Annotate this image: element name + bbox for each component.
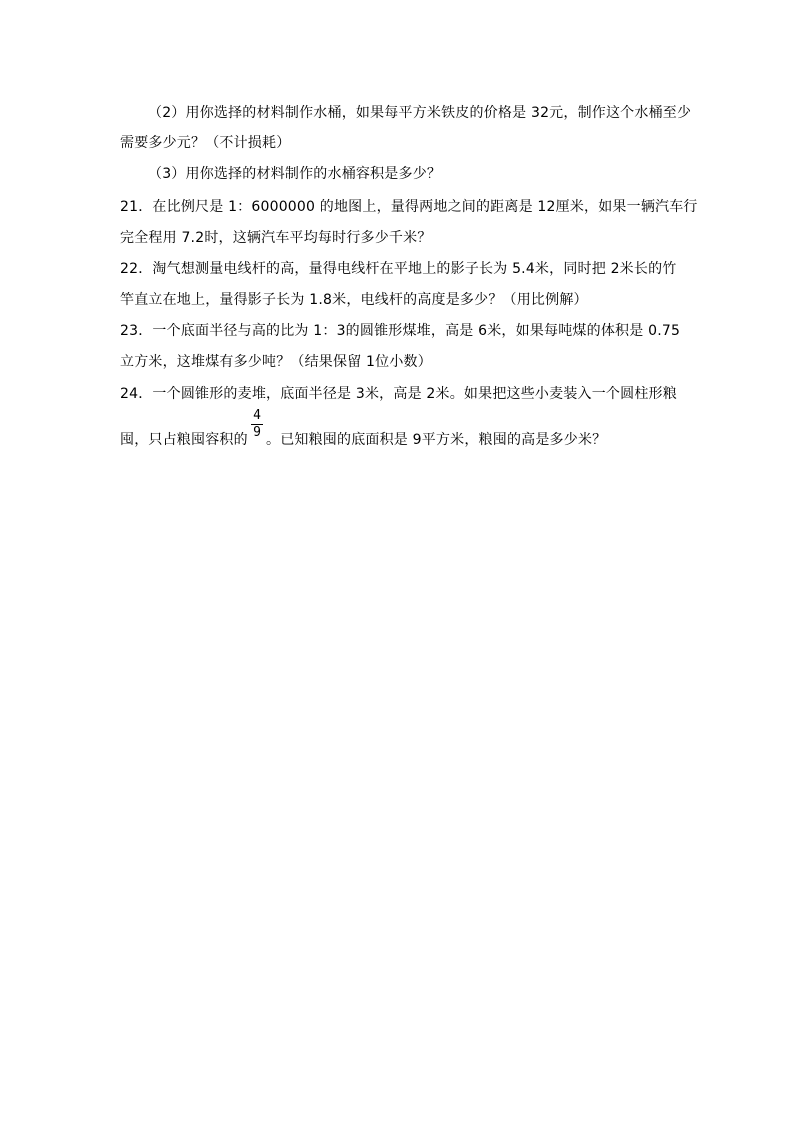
fraction-denominator: 9 [253, 425, 261, 440]
problem-22-line-1: 22．淘气想测量电线杆的高，量得电线杆在平地上的影子长为 5.4米，同时把 2米长的竹 [120, 261, 677, 277]
problem-24-line-1: 24．一个圆锥形的麦堆，底面半径是 3米，高是 2米。如果把这些小麦装入一个圆柱形粮 [120, 386, 677, 402]
problem-22-line-2: 竿直立在地上，量得影子长为 1.8米，电线杆的高度是多少？（用比例解） [120, 292, 588, 308]
problem-21-line-1: 21．在比例尺是 1：6000000 的地图上，量得两地之间的距离是 12厘米，如果一辆汽车行 [120, 199, 698, 215]
problem-20-part-2-line-1: （2）用你选择的材料制作水桶，如果每平方米铁皮的价格是 32元，制作这个水桶至少 [148, 105, 692, 121]
fraction-numerator: 4 [253, 408, 261, 423]
problem-20-part-3: （3）用你选择的材料制作的水桶容积是多少？ [148, 166, 442, 182]
problem-20-part-2-line-2: 需要多少元？（不计损耗） [120, 135, 291, 151]
problem-23-line-1: 23．一个底面半径与高的比为 1：3的圆锥形煤堆，高是 6米，如果每吨煤的体积是 0.75 [120, 323, 681, 339]
problem-23-line-2: 立方米，这堆煤有多少吨？（结果保留 1位小数） [120, 354, 432, 370]
problem-24-line-2-before: 囤，只占粮囤容积的 [120, 432, 248, 448]
fraction-four-ninths [250, 409, 264, 440]
problem-21-line-2: 完全程用 7.2时，这辆汽车平均每时行多少千米？ [120, 230, 432, 246]
problem-24-line-2-after: 。已知粮囤的底面积是 9平方米，粮囤的高是多少米？ [266, 432, 607, 448]
